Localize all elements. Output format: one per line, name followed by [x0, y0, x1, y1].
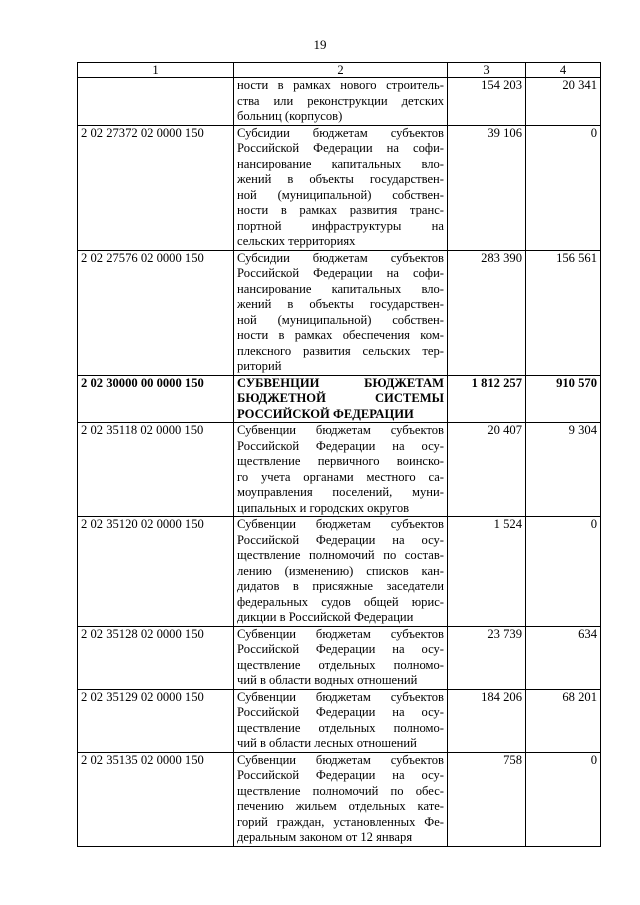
budget-table: [77, 62, 601, 847]
description-line: ществление отдельных полномо-: [237, 657, 444, 672]
description-line: нансирование капитальных вло-: [237, 281, 444, 296]
description-line: Субсидии бюджетам субъектов: [237, 125, 444, 140]
description-cell: [234, 125, 448, 250]
amount-col3: 20 407: [448, 423, 526, 517]
description-cell: [234, 250, 448, 375]
amount-col3: 758: [448, 752, 526, 846]
description-line: Субвенции бюджетам субъектов: [237, 517, 444, 531]
description-line: лению (изменению) списков кан-: [237, 563, 444, 578]
description-line: Субвенции бюджетам субъектов: [237, 689, 444, 704]
description-line: СУБВЕНЦИИ БЮДЖЕТАМ: [237, 375, 444, 390]
budget-code: 2 02 35135 02 0000 150: [78, 752, 234, 846]
budget-code: 2 02 35120 02 0000 150: [78, 517, 234, 627]
amount-col3: 23 739: [448, 626, 526, 689]
column-header-1: 1: [78, 63, 234, 78]
amount-col4: 20 341: [526, 78, 601, 126]
description-line: Субсидии бюджетам субъектов: [237, 250, 444, 265]
description-line: Российской Федерации на осу-: [237, 438, 444, 453]
description-cell: [234, 752, 448, 846]
amount-col3: 154 203: [448, 78, 526, 126]
description-line: РОССИЙСКОЙ ФЕДЕРАЦИИ: [237, 406, 414, 421]
amount-col3: 1 812 257: [448, 375, 526, 423]
amount-col3: 1 524: [448, 517, 526, 627]
description-line: чий в области лесных отношений: [237, 736, 417, 750]
description-line: ществление полномочий по обес-: [237, 783, 444, 798]
description-line: федеральных судов общей юрис-: [237, 594, 444, 609]
description-line: больниц (корпусов): [237, 109, 343, 123]
budget-code: 2 02 35129 02 0000 150: [78, 689, 234, 752]
description-line: Субвенции бюджетам субъектов: [237, 423, 444, 437]
budget-code: [78, 78, 234, 126]
amount-col4: 634: [526, 626, 601, 689]
description-line: плексного развития сельских тер-: [237, 343, 444, 358]
amount-col4: 910 570: [526, 375, 601, 423]
table-body: [78, 78, 601, 847]
description-line: го учета органами местного са-: [237, 469, 444, 484]
amount-col3: 184 206: [448, 689, 526, 752]
description-line: Российской Федерации на осу-: [237, 642, 444, 656]
description-line: портной инфраструктуры на: [237, 218, 444, 233]
budget-code: 2 02 35118 02 0000 150: [78, 423, 234, 517]
amount-col4: 68 201: [526, 689, 601, 752]
description-line: Субвенции бюджетам субъектов: [237, 626, 444, 641]
description-line: моуправления поселений, муни-: [237, 485, 444, 499]
description-line: сельских территориях: [237, 234, 356, 248]
budget-code: 2 02 35128 02 0000 150: [78, 626, 234, 689]
description-line: нансирование капитальных вло-: [237, 156, 444, 171]
amount-col4: 0: [526, 752, 601, 846]
description-line: Субвенции бюджетам субъектов: [237, 752, 444, 767]
description-line: ществление первичного воинско-: [237, 454, 444, 468]
table-header: [78, 63, 601, 78]
page-number: 19: [313, 37, 327, 52]
description-cell: [234, 689, 448, 752]
description-cell: [234, 78, 448, 126]
amount-col3: 283 390: [448, 250, 526, 375]
description-line: горий граждан, установленных Фе-: [237, 814, 444, 829]
table-row: [78, 78, 601, 126]
amount-col3: 39 106: [448, 125, 526, 250]
description-line: печению жильем отдельных кате-: [237, 799, 444, 813]
description-line: дидатов в присяжные заседатели: [237, 579, 444, 593]
description-line: ности в рамках обеспечения ком-: [237, 328, 444, 342]
description-line: ществление отдельных полномо-: [237, 720, 444, 735]
table-row: [78, 423, 601, 517]
description-cell: [234, 626, 448, 689]
amount-col4: 0: [526, 125, 601, 250]
table-row: [78, 250, 601, 375]
budget-code: 2 02 27372 02 0000 150: [78, 125, 234, 250]
description-line: дикции в Российской Федерации: [237, 610, 414, 624]
table-row: [78, 689, 601, 752]
description-line: жений в объекты государствен-: [237, 297, 444, 311]
description-line: ности в рамках развития транс-: [237, 203, 444, 217]
table-row: [78, 626, 601, 689]
table-row: [78, 752, 601, 846]
description-line: ществление полномочий по состав-: [237, 548, 444, 562]
amount-col4: 9 304: [526, 423, 601, 517]
amount-col4: 0: [526, 517, 601, 627]
table-row: [78, 125, 601, 250]
table-row: [78, 375, 601, 423]
description-line: Российской Федерации на софи-: [237, 266, 444, 280]
table-row: [78, 517, 601, 627]
description-line: ной (муниципальной) собствен-: [237, 312, 444, 327]
description-line: Российской Федерации на софи-: [237, 141, 444, 155]
column-header-3: 3: [448, 63, 526, 78]
description-line: Российской Федерации на осу-: [237, 705, 444, 719]
description-line: ципальных и городских округов: [237, 500, 410, 515]
description-line: ности в рамках нового строитель-: [237, 78, 444, 92]
description-cell: [234, 517, 448, 627]
description-line: жений в объекты государствен-: [237, 172, 444, 186]
description-line: Российской Федерации на осу-: [237, 532, 444, 547]
budget-code: 2 02 27576 02 0000 150: [78, 250, 234, 375]
amount-col4: 156 561: [526, 250, 601, 375]
description-cell: [234, 375, 448, 423]
column-header-2: 2: [234, 63, 448, 78]
column-header-4: 4: [526, 63, 601, 78]
description-line: чий в области водных отношений: [237, 673, 418, 687]
description-line: деральным законом от 12 января: [237, 830, 413, 844]
description-cell: [234, 423, 448, 517]
description-line: риторий: [237, 359, 282, 373]
description-line: ной (муниципальной) собствен-: [237, 187, 444, 202]
budget-code: 2 02 30000 00 0000 150: [78, 375, 234, 423]
description-line: ства или реконструкции детских: [237, 93, 444, 108]
description-line: БЮДЖЕТНОЙ СИСТЕМЫ: [237, 391, 444, 405]
description-line: Российской Федерации на осу-: [237, 768, 444, 782]
